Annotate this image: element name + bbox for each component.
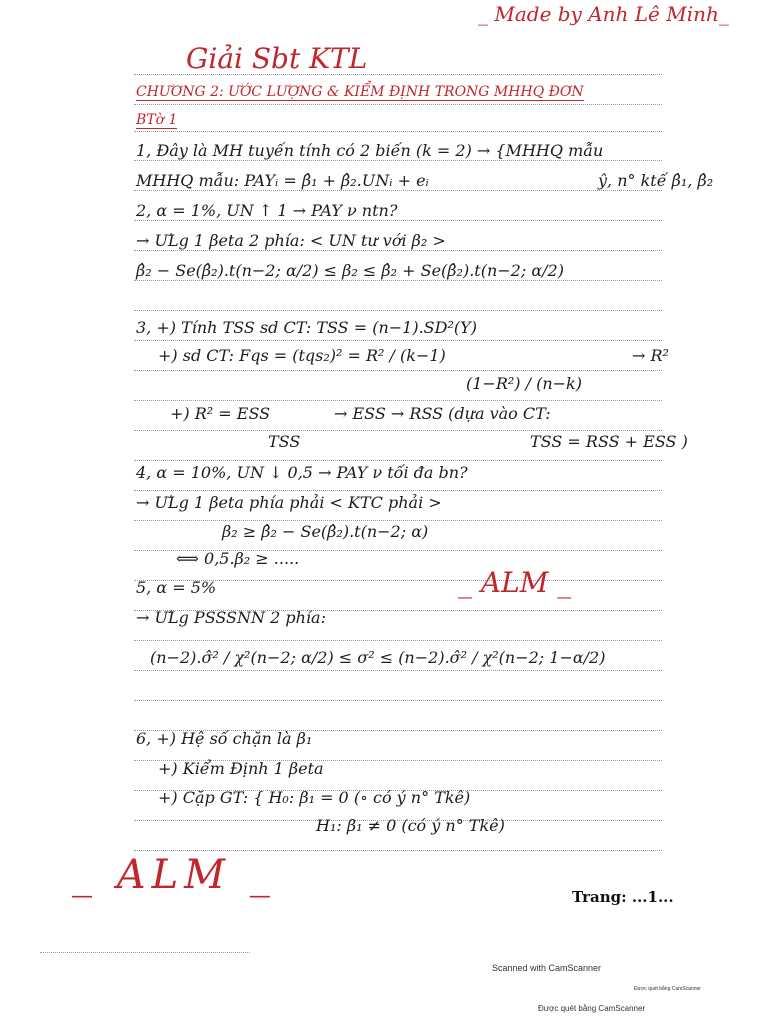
ruled-line	[134, 280, 662, 281]
ruled-line	[134, 700, 662, 701]
chapter-heading: CHƯƠNG 2: ƯỚC LƯỢNG & KIỂM ĐỊNH TRONG MHHQ ĐƠN	[136, 84, 584, 100]
solution-line-11: 4, α = 10%, UN ↓ 0,5 → PAY ν tối đa bn?	[136, 463, 468, 482]
solution-line-2b: ŷ, n° ktế β̂₁, β̂₂	[598, 171, 714, 190]
ruled-line	[134, 340, 662, 341]
scanner-watermark-vi: Được quét bằng CamScanner	[538, 1004, 646, 1013]
solution-line-7b: → R²	[632, 346, 669, 365]
solution-line-5: β̂₂ − Se(β̂₂).t(n−2; α/2) ≤ β₂ ≤ β̂₂ + Se(β̂₂).t(n−2; α/2)	[136, 261, 564, 280]
ruled-line	[134, 460, 662, 461]
exercise-label: BTờ 1	[136, 112, 178, 128]
solution-line-4: → ƯLg 1 βeta 2 phía: < UN tư với β₂ >	[136, 231, 446, 250]
solution-line-6: 3, +) Tính TSS sd CT: TSS = (n−1).SD²(Y)	[136, 318, 477, 337]
solution-line-8: (1−R²) / (n−k)	[466, 374, 582, 393]
ruled-line	[134, 310, 662, 311]
ruled-line	[134, 131, 662, 132]
ruled-line	[134, 490, 662, 491]
solution-line-16: → ƯLg PSSSNN 2 phía:	[136, 608, 326, 627]
scanner-watermark-small: Được quét bằng CamScanner	[634, 986, 701, 992]
page-number: Trang: ...1...	[572, 888, 674, 906]
solution-line-21: H₁: β₁ ≠ 0 (có ý n° Tkê)	[316, 816, 505, 835]
solution-line-9a: +) R² = ESS	[170, 404, 271, 423]
solution-line-19: +) Kiểm Định 1 βeta	[158, 759, 324, 778]
ruled-line	[134, 190, 662, 191]
solution-line-13: β₂ ≥ β̂₂ − Se(β̂₂).t(n−2; α)	[222, 522, 429, 541]
solution-line-3: 2, α = 1%, UN ↑ 1 → PAY ν ntn?	[136, 201, 398, 220]
alm-signature: _ ALM _	[72, 852, 276, 898]
author-credit: _ Made by Anh Lê Minh_	[478, 2, 729, 26]
solution-line-1: 1, Đây là MH tuyến tính có 2 biến (k = 2) → {MHHQ mẫu	[136, 141, 604, 160]
footer-rule	[40, 952, 250, 953]
ruled-line	[134, 104, 662, 105]
solution-line-2a: MHHQ mẫu: PAYᵢ = β̂₁ + β̂₂.UNᵢ + eᵢ	[136, 171, 429, 190]
solution-line-9b: → ESS → RSS (dựa vào CT:	[334, 404, 551, 423]
solution-line-15a: 5, α = 5%	[136, 578, 217, 597]
ruled-line	[134, 370, 662, 371]
ruled-line	[134, 400, 662, 401]
ruled-line	[134, 430, 662, 431]
solution-line-10b: TSS = RSS + ESS )	[530, 432, 688, 451]
scanner-watermark: Scanned with CamScanner	[492, 963, 602, 973]
alm-mark-mid: _ ALM _	[458, 566, 572, 599]
ruled-line	[134, 160, 662, 161]
ruled-line	[134, 670, 662, 671]
solution-line-18: 6, +) Hệ số chặn là β₁	[136, 729, 313, 748]
ruled-line	[134, 520, 662, 521]
solution-line-10a: TSS	[268, 432, 301, 451]
page-title: Giải Sbt KTL	[186, 42, 368, 75]
solution-line-12: → ƯLg 1 βeta phía phải < KTC phải >	[136, 493, 442, 512]
ruled-line	[134, 220, 662, 221]
ruled-line	[134, 250, 662, 251]
solution-line-17: (n−2).σ̂² / χ²(n−2; α/2) ≤ σ² ≤ (n−2).σ̂² / χ²(n−2; 1−α/2)	[150, 648, 606, 667]
ruled-line	[134, 640, 662, 641]
ruled-line	[134, 850, 662, 851]
solution-line-20: +) Cặp GT: { H₀: β₁ = 0 (∘ có ý n° Tkê)	[158, 788, 471, 807]
solution-line-7a: +) sd CT: Fqs = (tqs₂)² = R² / (k−1)	[158, 346, 446, 365]
solution-line-14: ⟺ 0,5.β₂ ≥ .....	[176, 549, 300, 568]
